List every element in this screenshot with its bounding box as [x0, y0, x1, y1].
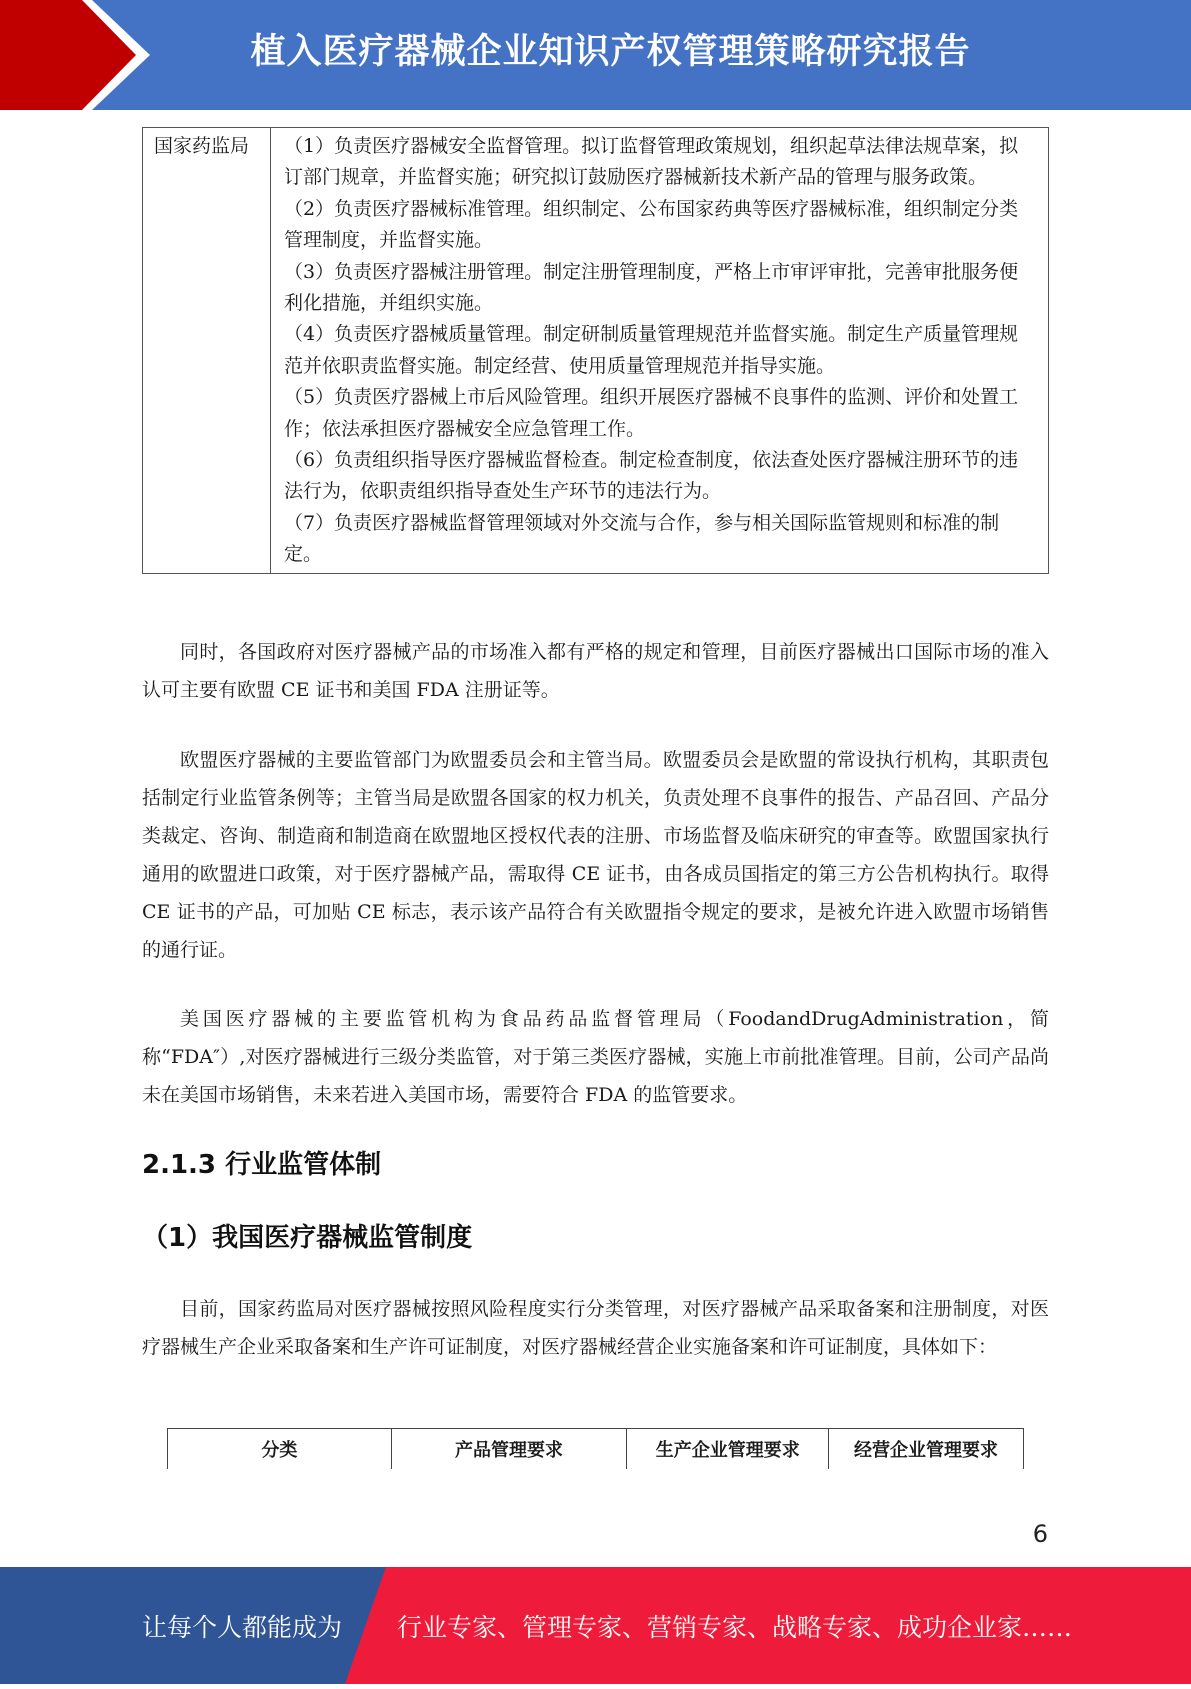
- agency-duties-cell: [271, 128, 1049, 574]
- table-row: [143, 128, 1049, 574]
- column-header: 分类: [168, 1429, 392, 1470]
- page-number: 6: [1032, 1520, 1048, 1548]
- paragraph-us-fda: 美国医疗器械的主要监管机构为食品药品监督管理局（FoodandDrugAdministration，简称“FDA″）,对医疗器械进行三级分类监管，对于第三类医疗器械，实施上市前批准管理。目前，公司产品尚未在美国市场销售，未来若进入美国市场，需要符合 FDA 的监管要求。: [142, 1008, 1049, 1106]
- duty-item: （6）负责组织指导医疗器械监督检查。制定检查制度，依法查处医疗器械注册环节的违法行为，依职责组织指导查处生产环节的违法行为。: [284, 449, 1019, 503]
- column-header: 生产企业管理要求: [627, 1429, 829, 1470]
- duty-item: （3）负责医疗器械注册管理。制定注册管理制度，严格上市审评审批，完善审批服务便利化措施，并组织实施。: [284, 260, 1019, 315]
- duty-item: （2）负责医疗器械标准管理。组织制定、公布国家药典等医疗器械标准，组织制定分类管理制度，并监督实施。: [284, 197, 1019, 252]
- agency-responsibility-table: [142, 127, 1049, 574]
- footer-slogan-right: 行业专家、管理专家、营销专家、战略专家、成功企业家……: [397, 1613, 1073, 1642]
- footer-slogan-left: 让每个人都能成为: [142, 1613, 343, 1642]
- paragraph-market-access: 同时，各国政府对医疗器械产品的市场准入都有严格的规定和管理，目前医疗器械出口国际市场的准入认可主要有欧盟 CE 证书和美国 FDA 注册证等。: [142, 641, 1049, 701]
- table-header-row: [168, 1429, 1024, 1470]
- document-title: 植入医疗器械企业知识产权管理策略研究报告: [250, 32, 971, 72]
- duty-item: （1）负责医疗器械安全监督管理。拟订监督管理政策规划，组织起草法律法规草案，拟订部门规章，并监督实施；研究拟订鼓励医疗器械新技术新产品的管理与服务政策。: [284, 135, 1019, 189]
- agency-name-cell: 国家药监局: [143, 128, 271, 574]
- classification-table: [167, 1428, 1024, 1469]
- duty-item: （7）负责医疗器械监督管理领域对外交流与合作，参与相关国际监管规则和标准的制定。: [284, 511, 1000, 566]
- duty-item: （4）负责医疗器械质量管理。制定研制质量管理规范并监督实施。制定生产质量管理规范并依职责监督实施。制定经营、使用质量管理规范并指导实施。: [284, 323, 1019, 377]
- footer-band: [0, 1567, 1191, 1684]
- column-header: 产品管理要求: [391, 1429, 627, 1470]
- column-header: 经营企业管理要求: [829, 1429, 1024, 1470]
- duty-item: （5）负责医疗器械上市后风险管理。组织开展医疗器械不良事件的监测、评价和处置工作；依法承担医疗器械安全应急管理工作。: [284, 386, 1019, 440]
- header-banner: [0, 0, 1191, 110]
- paragraph-china-system: 目前，国家药监局对医疗器械按照风险程度实行分类管理，对医疗器械产品采取备案和注册制度，对医疗器械生产企业采取备案和生产许可证制度，对医疗器械经营企业实施备案和许可证制度，具体如下：: [142, 1298, 1049, 1358]
- paragraph-eu-regulation: 欧盟医疗器械的主要监管部门为欧盟委员会和主管当局。欧盟委员会是欧盟的常设执行机构，其职责包括制定行业监管条例等；主管当局是欧盟各国家的权力机关，负责处理不良事件的报告、产品召回、产品分类裁定、咨询、制造商和制造商在欧盟地区授权代表的注册、市场监督及临床研究的审查等。欧盟国家执行通用的欧盟进口政策，对于医疗器械产品，需取得 CE 证书，由各成员国指定的第三方公告机构执行。取得 CE 证书的产品，可加贴 CE 标志，表示该产品符合有关欧盟指令规定的要求，是被允许进入欧盟市场销售的通行证。: [142, 749, 1049, 961]
- subsection-heading: （1）我国医疗器械监管制度: [142, 1223, 473, 1253]
- section-heading: 2.1.3 行业监管体制: [142, 1150, 382, 1180]
